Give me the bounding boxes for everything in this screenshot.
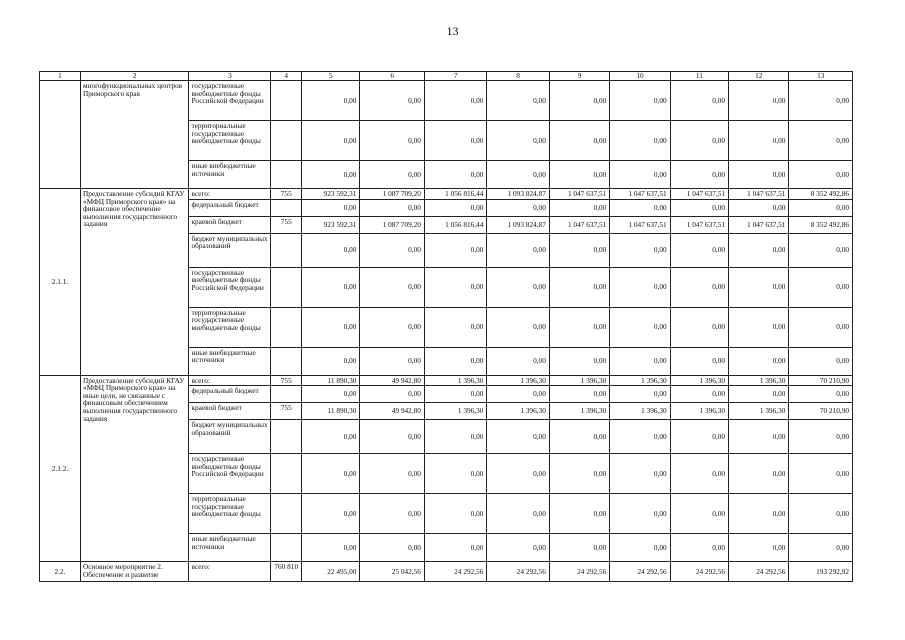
amount-cell: 0,00 — [360, 267, 425, 307]
amount-cell: 0,00 — [302, 233, 360, 267]
amount-cell: 0,00 — [487, 199, 549, 216]
amount-cell: 0,00 — [424, 307, 486, 347]
amount-cell: 70 210,90 — [789, 375, 853, 386]
amount-cell: 1 396,30 — [610, 403, 670, 420]
amount-cell: 923 592,31 — [302, 189, 360, 200]
budget-code — [271, 386, 302, 403]
amount-cell: 1 047 637,51 — [610, 189, 670, 200]
amount-cell: 1 093 824,87 — [487, 189, 549, 200]
budget-code: 755 — [271, 189, 302, 200]
budget-code — [271, 307, 302, 347]
amount-cell: 0,00 — [302, 420, 360, 454]
amount-cell: 0,00 — [487, 267, 549, 307]
amount-cell: 0,00 — [729, 81, 789, 121]
amount-cell: 1 087 709,20 — [360, 189, 425, 200]
header-cell: 9 — [549, 72, 609, 81]
amount-cell: 0,00 — [487, 494, 549, 534]
funding-source: иные внебюджетные источники — [189, 347, 271, 375]
budget-code: 760 810 — [271, 562, 302, 582]
amount-cell: 0,00 — [302, 161, 360, 189]
amount-cell: 70 210,90 — [789, 403, 853, 420]
amount-cell: 0,00 — [670, 494, 728, 534]
header-cell: 10 — [610, 72, 670, 81]
amount-cell: 0,00 — [360, 161, 425, 189]
amount-cell: 0,00 — [610, 81, 670, 121]
amount-cell: 25 042,56 — [360, 562, 425, 582]
amount-cell: 24 292,56 — [670, 562, 728, 582]
amount-cell: 0,00 — [729, 454, 789, 494]
budget-code: 755 — [271, 403, 302, 420]
amount-cell: 0,00 — [360, 81, 425, 121]
amount-cell: 1 047 637,51 — [549, 216, 609, 233]
funding-source: территориальные государственные внебюджетные фонды — [189, 121, 271, 161]
amount-cell: 0,00 — [670, 534, 728, 562]
header-cell: 13 — [789, 72, 853, 81]
section-name: Основное мероприятие 2. Обеспечение и развитие — [80, 562, 189, 582]
amount-cell: 0,00 — [549, 233, 609, 267]
amount-cell: 0,00 — [670, 267, 728, 307]
amount-cell: 0,00 — [610, 307, 670, 347]
amount-cell: 0,00 — [789, 494, 853, 534]
header-cell: 2 — [80, 72, 189, 81]
amount-cell: 0,00 — [729, 347, 789, 375]
funding-source: иные внебюджетные источники — [189, 534, 271, 562]
amount-cell: 0,00 — [424, 121, 486, 161]
amount-cell: 1 396,30 — [549, 375, 609, 386]
amount-cell: 0,00 — [360, 534, 425, 562]
budget-code — [271, 81, 302, 121]
amount-cell: 1 396,30 — [487, 375, 549, 386]
section-index: 2.1.1. — [40, 189, 81, 376]
amount-cell: 0,00 — [610, 454, 670, 494]
table-row — [40, 562, 853, 582]
budget-code — [271, 233, 302, 267]
amount-cell: 0,00 — [729, 534, 789, 562]
section-index — [40, 81, 81, 189]
amount-cell: 0,00 — [424, 420, 486, 454]
amount-cell: 24 292,56 — [610, 562, 670, 582]
amount-cell: 0,00 — [487, 233, 549, 267]
amount-cell: 923 592,31 — [302, 216, 360, 233]
amount-cell: 0,00 — [302, 199, 360, 216]
amount-cell: 0,00 — [302, 121, 360, 161]
amount-cell: 0,00 — [424, 81, 486, 121]
amount-cell: 1 047 637,51 — [729, 189, 789, 200]
amount-cell: 0,00 — [487, 534, 549, 562]
amount-cell: 0,00 — [549, 81, 609, 121]
amount-cell: 1 396,30 — [670, 403, 728, 420]
amount-cell: 1 087 709,20 — [360, 216, 425, 233]
budget-code: 755 — [271, 216, 302, 233]
amount-cell: 0,00 — [549, 454, 609, 494]
amount-cell: 0,00 — [360, 386, 425, 403]
amount-cell: 0,00 — [302, 534, 360, 562]
section-name: Предоставление субсидий КГАУ «МФЦ Приморского края» на финансовое обеспечение выполнения государственного задания — [80, 189, 189, 376]
amount-cell: 0,00 — [610, 420, 670, 454]
amount-cell: 0,00 — [729, 233, 789, 267]
amount-cell: 0,00 — [424, 267, 486, 307]
header-cell: 12 — [729, 72, 789, 81]
amount-cell: 1 396,30 — [729, 375, 789, 386]
amount-cell: 0,00 — [549, 386, 609, 403]
amount-cell: 0,00 — [424, 161, 486, 189]
amount-cell: 0,00 — [424, 534, 486, 562]
amount-cell: 0,00 — [610, 386, 670, 403]
amount-cell: 24 292,56 — [487, 562, 549, 582]
amount-cell: 1 047 637,51 — [670, 216, 728, 233]
amount-cell: 0,00 — [487, 420, 549, 454]
funding-source: территориальные государственные внебюджетные фонды — [189, 494, 271, 534]
amount-cell: 0,00 — [789, 534, 853, 562]
amount-cell: 1 047 637,51 — [670, 189, 728, 200]
funding-source: краевой бюджет — [189, 216, 271, 233]
amount-cell: 0,00 — [610, 267, 670, 307]
budget-code — [271, 494, 302, 534]
funding-source: федеральный бюджет — [189, 199, 271, 216]
amount-cell: 0,00 — [360, 199, 425, 216]
budget-code — [271, 347, 302, 375]
amount-cell: 0,00 — [424, 233, 486, 267]
amount-cell: 0,00 — [789, 347, 853, 375]
amount-cell: 0,00 — [729, 161, 789, 189]
amount-cell: 1 396,30 — [424, 403, 486, 420]
amount-cell: 0,00 — [789, 386, 853, 403]
amount-cell: 0,00 — [424, 347, 486, 375]
amount-cell: 0,00 — [302, 454, 360, 494]
amount-cell: 0,00 — [610, 121, 670, 161]
funding-source: государственные внебюджетные фонды Российской Федерации — [189, 81, 271, 121]
funding-source: бюджет муниципальных образований — [189, 233, 271, 267]
amount-cell: 0,00 — [670, 81, 728, 121]
amount-cell: 0,00 — [549, 534, 609, 562]
header-cell: 5 — [302, 72, 360, 81]
amount-cell: 0,00 — [302, 267, 360, 307]
funding-source: бюджет муниципальных образований — [189, 420, 271, 454]
amount-cell: 0,00 — [789, 199, 853, 216]
amount-cell: 0,00 — [610, 233, 670, 267]
amount-cell: 0,00 — [670, 233, 728, 267]
funding-source: краевой бюджет — [189, 403, 271, 420]
header-row — [40, 72, 853, 81]
amount-cell: 0,00 — [360, 307, 425, 347]
amount-cell: 0,00 — [487, 161, 549, 189]
table-row — [40, 189, 853, 200]
amount-cell: 0,00 — [302, 81, 360, 121]
header-cell: 6 — [360, 72, 425, 81]
funding-source: федеральный бюджет — [189, 386, 271, 403]
header-cell: 4 — [271, 72, 302, 81]
header-cell: 11 — [670, 72, 728, 81]
amount-cell: 0,00 — [487, 121, 549, 161]
amount-cell: 1 396,30 — [610, 375, 670, 386]
funding-source: всего: — [189, 375, 271, 386]
amount-cell: 0,00 — [610, 161, 670, 189]
amount-cell: 0,00 — [360, 494, 425, 534]
table-row — [40, 81, 853, 121]
amount-cell: 0,00 — [789, 233, 853, 267]
amount-cell: 0,00 — [424, 386, 486, 403]
amount-cell: 193 292,92 — [789, 562, 853, 582]
amount-cell: 1 093 824,87 — [487, 216, 549, 233]
amount-cell: 0,00 — [360, 420, 425, 454]
amount-cell: 0,00 — [729, 386, 789, 403]
amount-cell: 0,00 — [610, 534, 670, 562]
amount-cell: 1 396,30 — [729, 403, 789, 420]
budget-code — [271, 420, 302, 454]
amount-cell: 1 047 637,51 — [729, 216, 789, 233]
amount-cell: 0,00 — [302, 347, 360, 375]
amount-cell: 0,00 — [670, 386, 728, 403]
budget-code — [271, 161, 302, 189]
funding-source: государственные внебюджетные фонды Российской Федерации — [189, 267, 271, 307]
amount-cell: 0,00 — [670, 420, 728, 454]
amount-cell: 0,00 — [670, 121, 728, 161]
budget-code — [271, 534, 302, 562]
header-cell: 8 — [487, 72, 549, 81]
amount-cell: 0,00 — [360, 121, 425, 161]
amount-cell: 0,00 — [424, 494, 486, 534]
amount-cell: 0,00 — [424, 454, 486, 494]
amount-cell: 0,00 — [670, 347, 728, 375]
amount-cell: 0,00 — [729, 267, 789, 307]
amount-cell: 0,00 — [549, 161, 609, 189]
amount-cell: 0,00 — [360, 454, 425, 494]
amount-cell: 22 495,00 — [302, 562, 360, 582]
funding-source: государственные внебюджетные фонды Российской Федерации — [189, 454, 271, 494]
amount-cell: 0,00 — [487, 307, 549, 347]
amount-cell: 0,00 — [487, 81, 549, 121]
amount-cell: 0,00 — [549, 494, 609, 534]
table-row — [40, 375, 853, 386]
section-index: 2.2. — [40, 562, 81, 582]
amount-cell: 0,00 — [360, 233, 425, 267]
budget-code — [271, 199, 302, 216]
section-name: Предоставление субсидий КГАУ «МФЦ Приморского края» на иные цели, не связанные с финансовым обеспечением выполнения государственного задания — [80, 375, 189, 562]
budget-code — [271, 267, 302, 307]
amount-cell: 49 942,80 — [360, 375, 425, 386]
amount-cell: 0,00 — [424, 199, 486, 216]
amount-cell: 0,00 — [789, 81, 853, 121]
amount-cell: 0,00 — [610, 199, 670, 216]
amount-cell: 0,00 — [729, 494, 789, 534]
amount-cell: 1 056 816,44 — [424, 189, 486, 200]
amount-cell: 0,00 — [549, 307, 609, 347]
amount-cell: 0,00 — [360, 347, 425, 375]
amount-cell: 0,00 — [670, 161, 728, 189]
amount-cell: 0,00 — [670, 307, 728, 347]
header-cell: 3 — [189, 72, 271, 81]
amount-cell: 0,00 — [789, 121, 853, 161]
amount-cell: 24 292,56 — [729, 562, 789, 582]
amount-cell: 0,00 — [487, 347, 549, 375]
amount-cell: 0,00 — [789, 161, 853, 189]
amount-cell: 11 890,30 — [302, 375, 360, 386]
page-number: 13 — [446, 24, 459, 38]
amount-cell: 0,00 — [549, 267, 609, 307]
amount-cell: 0,00 — [789, 267, 853, 307]
amount-cell: 1 396,30 — [487, 403, 549, 420]
amount-cell: 0,00 — [549, 121, 609, 161]
budget-table — [39, 71, 853, 582]
header-cell: 1 — [40, 72, 81, 81]
budget-code — [271, 454, 302, 494]
amount-cell: 0,00 — [302, 307, 360, 347]
funding-source: всего: — [189, 562, 271, 582]
amount-cell: 24 292,56 — [424, 562, 486, 582]
amount-cell: 0,00 — [729, 307, 789, 347]
amount-cell: 0,00 — [302, 386, 360, 403]
amount-cell: 24 292,56 — [549, 562, 609, 582]
amount-cell: 0,00 — [789, 307, 853, 347]
section-index: 2.1.2. — [40, 375, 81, 562]
budget-code — [271, 121, 302, 161]
budget-code: 755 — [271, 375, 302, 386]
amount-cell: 0,00 — [487, 386, 549, 403]
amount-cell: 0,00 — [789, 454, 853, 494]
amount-cell: 0,00 — [729, 199, 789, 216]
amount-cell: 0,00 — [549, 420, 609, 454]
amount-cell: 0,00 — [549, 199, 609, 216]
amount-cell: 0,00 — [549, 347, 609, 375]
section-name: многофункциональных центров Приморского края — [80, 81, 189, 189]
amount-cell: 0,00 — [729, 121, 789, 161]
amount-cell: 0,00 — [487, 454, 549, 494]
amount-cell: 8 352 492,86 — [789, 189, 853, 200]
amount-cell: 1 056 816,44 — [424, 216, 486, 233]
funding-source: иные внебюджетные источники — [189, 161, 271, 189]
amount-cell: 0,00 — [670, 454, 728, 494]
amount-cell: 1 047 637,51 — [549, 189, 609, 200]
amount-cell: 11 890,30 — [302, 403, 360, 420]
amount-cell: 1 047 637,51 — [610, 216, 670, 233]
amount-cell: 0,00 — [789, 420, 853, 454]
funding-source: территориальные государственные внебюджетные фонды — [189, 307, 271, 347]
amount-cell: 0,00 — [670, 199, 728, 216]
amount-cell: 0,00 — [610, 347, 670, 375]
amount-cell: 0,00 — [729, 420, 789, 454]
amount-cell: 0,00 — [610, 494, 670, 534]
funding-source: всего: — [189, 189, 271, 200]
amount-cell: 1 396,30 — [549, 403, 609, 420]
amount-cell: 0,00 — [302, 494, 360, 534]
header-cell: 7 — [424, 72, 486, 81]
amount-cell: 1 396,30 — [670, 375, 728, 386]
amount-cell: 8 352 492,86 — [789, 216, 853, 233]
amount-cell: 49 942,80 — [360, 403, 425, 420]
amount-cell: 1 396,30 — [424, 375, 486, 386]
